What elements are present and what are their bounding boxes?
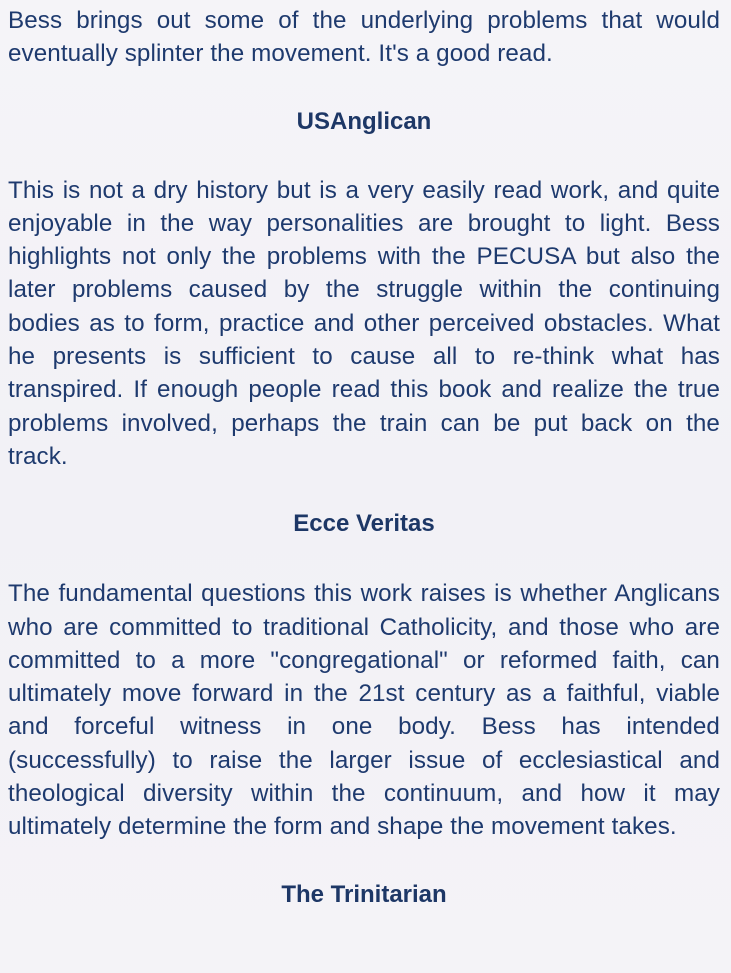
- review-paragraph-ecce-veritas: The fundamental questions this work raises is whether Anglicans who are committed to traditional Catholicity, and those who are committed to a more "congregational" or reformed faith, can ultimately move forward in the 21st century as a faithful, viable and forceful witness in one body. Bess has intended (successfully) to raise the larger issue of ecclesiastical and theological diversity within the continuum, and how it may ultimately determine the form and shape the movement takes.: [8, 580, 720, 841]
- spacer: [8, 473, 720, 507]
- spacer: [8, 540, 720, 577]
- spacer: [8, 138, 720, 174]
- review-source-heading-trinitarian: The Trinitarian: [281, 880, 447, 908]
- review-source-heading-ecce-veritas: Ecce Veritas: [293, 510, 435, 538]
- intro-paragraph: Bess brings out some of the underlying problems that would eventually splinter the movement. It's a good read.: [8, 7, 720, 68]
- review-paragraph-usanglican: This is not a dry history but is a very easily read work, and quite enjoyable in the way personalities are brought to light. Bess highlights not only the problems with the PECUSA but also the later problems caused by the struggle within the continuing bodies as to form, practice and other perceived obstacles. What he presents is sufficient to cause all to re-think what has transpired. If enough people read this book and realize the true problems involved, perhaps the train can be put back on the track.: [8, 176, 720, 470]
- spacer: [8, 71, 720, 105]
- review-source-heading-usanglican: USAnglican: [296, 107, 432, 135]
- spacer: [8, 844, 720, 878]
